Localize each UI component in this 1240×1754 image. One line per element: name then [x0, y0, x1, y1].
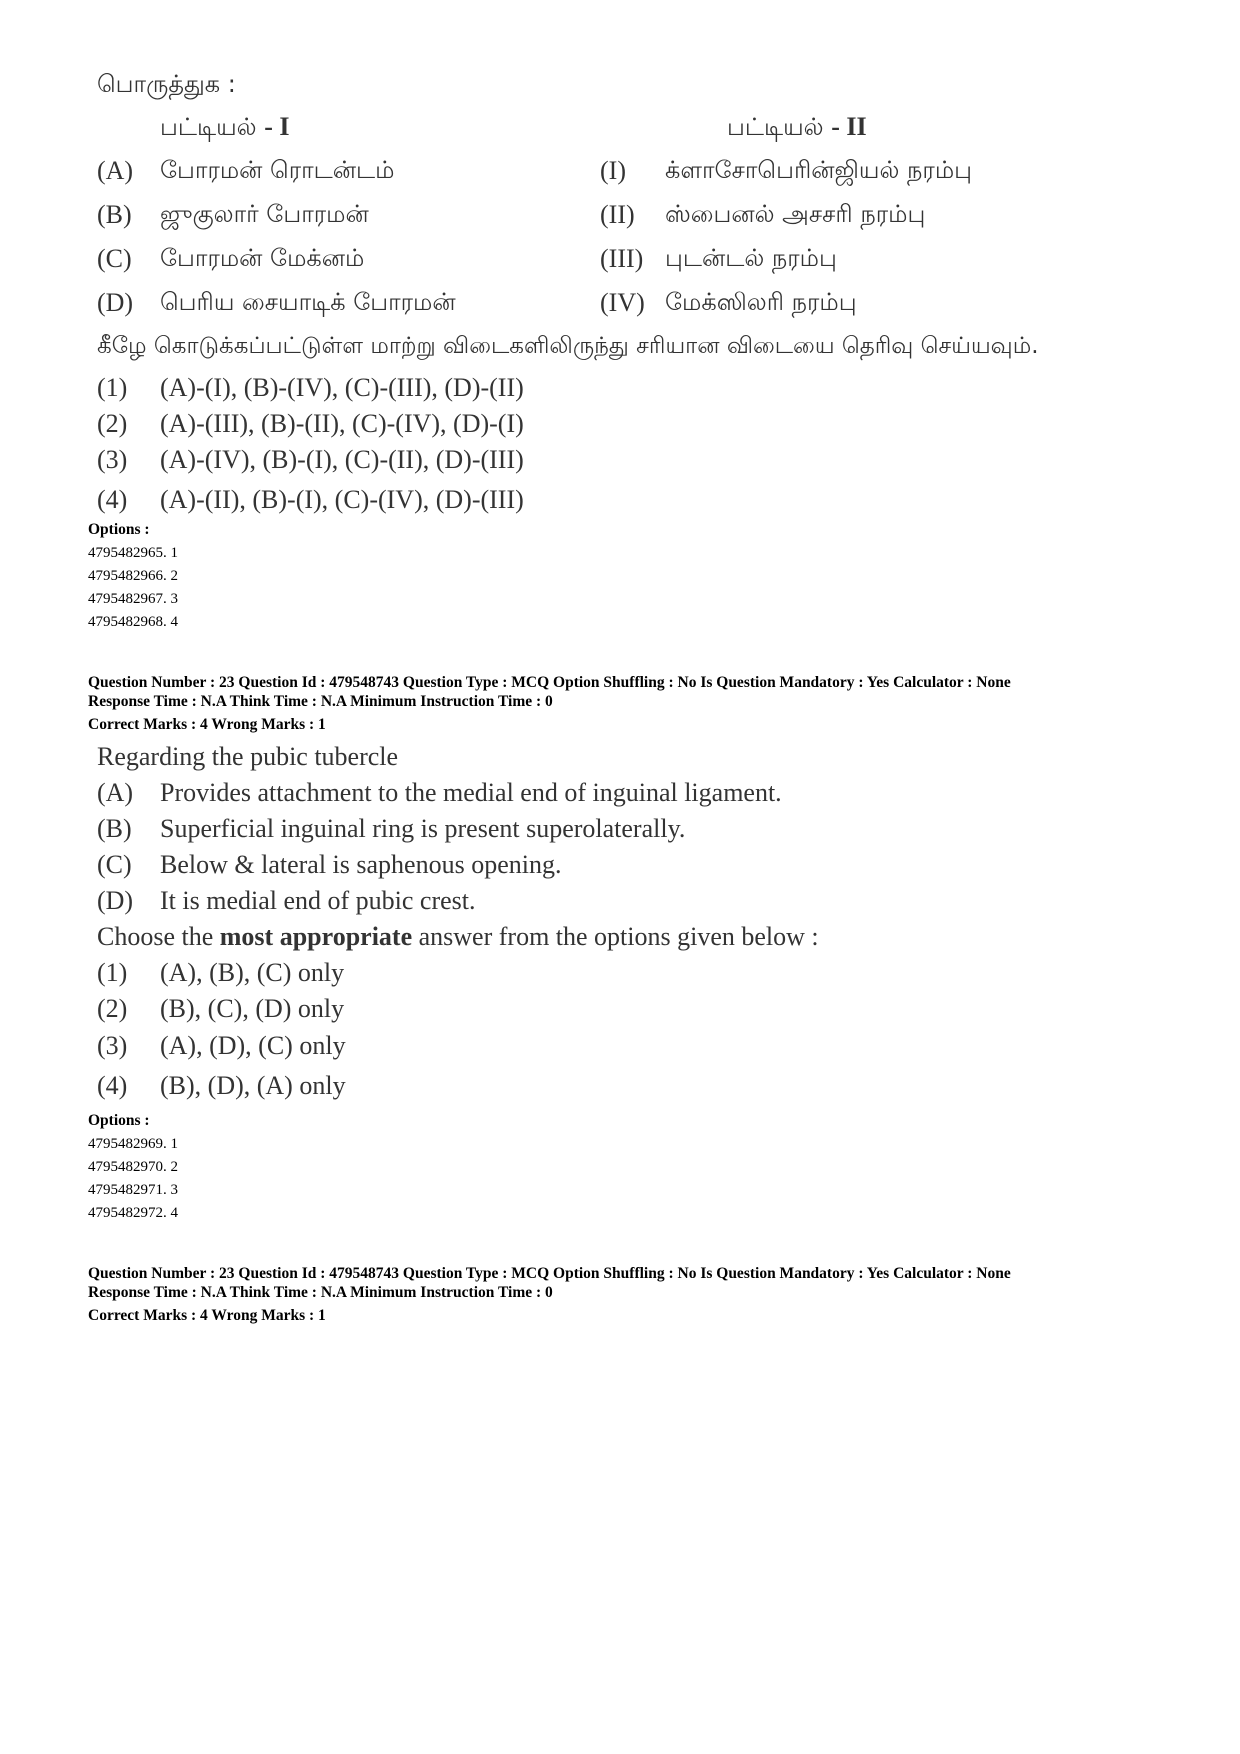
choice-text: (A), (D), (C) only: [160, 1031, 346, 1060]
choice-number: (3): [97, 445, 128, 474]
options-label: Options :: [88, 521, 150, 538]
list2-item-ii: ஸ்பைனல் அசசரி நரம்பு: [665, 200, 926, 228]
statement-d: It is medial end of pubic crest.: [160, 886, 476, 915]
list1-item-b: ஜுகுலார் போரமன்: [160, 200, 369, 228]
statement-b: Superficial inguinal ring is present superolaterally.: [160, 814, 686, 843]
list2-header-label: பட்டியல்: [727, 113, 824, 141]
list1-label-d: (D): [97, 288, 134, 317]
question-title: Regarding the pubic tubercle: [97, 742, 399, 771]
list1-label-b: (B): [97, 200, 132, 229]
list1-label-a: (A): [97, 156, 134, 185]
choice-number: (1): [97, 958, 128, 987]
question-meta-line1: Question Number : 23 Question Id : 479548743 Question Type : MCQ Option Shuffling : No Is Question Mandatory : Yes Calculator : None: [88, 1265, 1011, 1282]
choice-text: (A)-(II), (B)-(I), (C)-(IV), (D)-(III): [160, 485, 524, 514]
options-label: Options :: [88, 1112, 150, 1129]
choice-number: (4): [97, 1071, 128, 1100]
choice-text: (A)-(III), (B)-(II), (C)-(IV), (D)-(I): [160, 409, 524, 438]
choice-text: (A)-(I), (B)-(IV), (C)-(III), (D)-(II): [160, 373, 524, 402]
choice-number: (3): [97, 1031, 128, 1060]
list1-item-c: போரமன் மேக்னம்: [160, 244, 365, 272]
option-id: 4795482965. 1: [88, 545, 178, 561]
choice-number: (2): [97, 994, 128, 1023]
list1-header-number: - I: [264, 112, 290, 141]
statement-a: Provides attachment to the medial end of inguinal ligament.: [160, 778, 782, 807]
statement-label-c: (C): [97, 850, 132, 879]
option-id: 4795482971. 3: [88, 1182, 178, 1198]
choice-number: (2): [97, 409, 128, 438]
list1-item-a: போரமன் ரொடன்டம்: [160, 156, 395, 184]
list1-item-d: பெரிய சையாடிக் போரமன்: [160, 288, 456, 316]
instruction-suffix: answer from the options given below :: [418, 922, 819, 951]
list2-item-iii: புடன்டல் நரம்பு: [665, 244, 837, 272]
option-id: 4795482968. 4: [88, 614, 178, 630]
instruction-emphasis: most appropriate: [219, 922, 413, 951]
option-id: 4795482969. 1: [88, 1136, 178, 1152]
choice-text: (A)-(IV), (B)-(I), (C)-(II), (D)-(III): [160, 445, 524, 474]
question-meta-line2: Response Time : N.A Think Time : N.A Minimum Instruction Time : 0: [88, 1284, 553, 1301]
statement-label-a: (A): [97, 778, 134, 807]
option-id: 4795482967. 3: [88, 591, 178, 607]
list2-label-ii: (II): [600, 200, 635, 229]
statement-label-b: (B): [97, 814, 132, 843]
list1-label-c: (C): [97, 244, 132, 273]
choice-number: (4): [97, 485, 128, 514]
list2-header-number: - II: [831, 112, 867, 141]
statement-label-d: (D): [97, 886, 134, 915]
list2-item-iv: மேக்ஸிலரி நரம்பு: [665, 288, 857, 316]
list1-header: [160, 112, 289, 144]
choice-text: (A), (B), (C) only: [160, 958, 345, 987]
choice-text: (B), (D), (A) only: [160, 1071, 346, 1100]
option-id: 4795482970. 2: [88, 1159, 178, 1175]
choice-text: (B), (C), (D) only: [160, 994, 345, 1023]
list2-item-i: க்ளாசோபெரின்ஜியல் நரம்பு: [665, 156, 972, 184]
choice-number: (1): [97, 373, 128, 402]
instruction-prefix: Choose the: [97, 922, 214, 951]
question-meta-line3: Correct Marks : 4 Wrong Marks : 1: [88, 1307, 326, 1324]
question-instruction: கீழே கொடுக்கப்பட்டுள்ள மாற்று விடைகளிலிருந்து சரியான விடையை தெரிவு செய்யவும்.: [97, 333, 1039, 359]
list1-header-label: பட்டியல்: [160, 113, 257, 141]
option-id: 4795482966. 2: [88, 568, 178, 584]
option-id: 4795482972. 4: [88, 1205, 178, 1221]
question-meta-line2: Response Time : N.A Think Time : N.A Minimum Instruction Time : 0: [88, 693, 553, 710]
list2-label-iv: (IV): [600, 288, 645, 317]
list2-header: [727, 112, 867, 144]
question-meta-line1: Question Number : 23 Question Id : 479548743 Question Type : MCQ Option Shuffling : No Is Question Mandatory : Yes Calculator : None: [88, 674, 1011, 691]
statement-c: Below & lateral is saphenous opening.: [160, 850, 562, 879]
question-instruction: [97, 922, 819, 952]
list2-label-i: (I): [600, 156, 626, 185]
question-meta-line3: Correct Marks : 4 Wrong Marks : 1: [88, 716, 326, 733]
question-title: பொருத்துக :: [97, 70, 236, 98]
list2-label-iii: (III): [600, 244, 644, 273]
